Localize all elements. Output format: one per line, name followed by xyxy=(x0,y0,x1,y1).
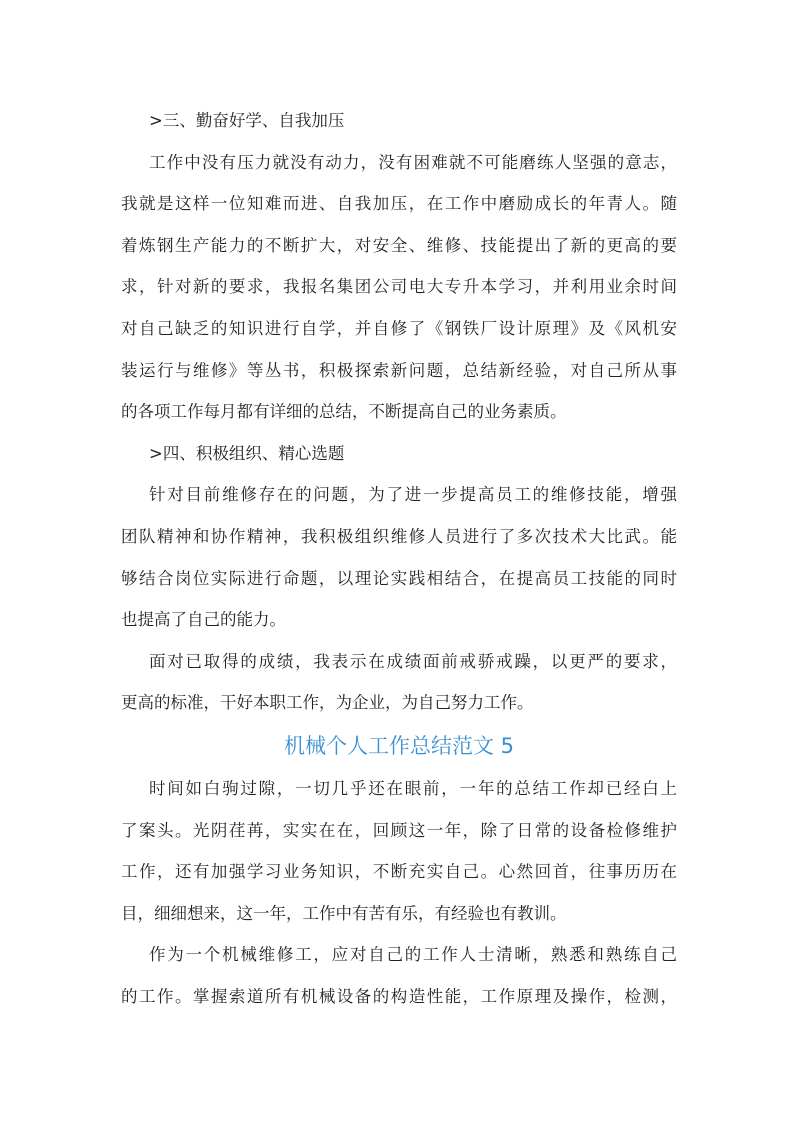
section-heading-3: >三、勤奋好学、自我加压 xyxy=(149,111,345,130)
text-line: 时间如白驹过隙，一切几乎还在眼前，一年的总结工作却已经白上 xyxy=(149,778,677,798)
text-line: 更高的标准，干好本职工作，为企业，为自己努力工作。 xyxy=(121,693,534,713)
text-line: 针对目前维修存在的问题，为了进一步提高员工的维修技能，增强 xyxy=(149,485,677,505)
document-page xyxy=(121,100,677,1017)
text-line: 团队精神和协作精神，我积极组织维修人员进行了多次技术大比武。能 xyxy=(121,526,677,546)
text-line: 的工作。掌握索道所有机械设备的构造性能，工作原理及操作，检测， xyxy=(121,986,677,1006)
article-title: 机械个人工作总结范文 5 xyxy=(283,733,515,758)
text-line: 够结合岗位实际进行命题，以理论实践相结合，在提高员工技能的同时 xyxy=(121,568,677,588)
text-line: 目，细细想来，这一年，工作中有苦有乐，有经验也有教训。 xyxy=(121,903,567,923)
text-line: 工作中没有压力就没有动力，没有困难就不可能磨练人坚强的意志， xyxy=(149,152,677,172)
paragraph xyxy=(121,474,677,640)
text-line: 的各项工作每月都有详细的总结，不断提高自己的业务素质。 xyxy=(121,402,567,422)
paragraph xyxy=(121,641,677,724)
text-line: 了案头。光阴荏苒，实实在在，回顾这一年，除了日常的设备检修维护 xyxy=(121,820,677,840)
text-line: 装运行与维修》等丛书，积极探索新问题，总结新经验，对自己所从事 xyxy=(121,360,677,380)
text-line: 对自己缺乏的知识进行自学，并自修了《钢铁厂设计原理》及《风机安 xyxy=(121,318,677,338)
text-line: 求，针对新的要求，我报名集团公司电大专升本学习，并利用业余时间 xyxy=(121,277,677,297)
paragraph xyxy=(121,142,677,433)
text-line: 着炼钢生产能力的不断扩大，对安全、维修、技能提出了新的更高的要 xyxy=(121,235,677,255)
paragraph xyxy=(121,934,677,1017)
text-line: 面对已取得的成绩，我表示在成绩面前戒骄戒躁，以更严的要求， xyxy=(149,651,677,671)
text-line: 也提高了自己的能力。 xyxy=(121,610,286,630)
text-line: 作为一个机械维修工，应对自己的工作人士清晰，熟悉和熟练自己 xyxy=(149,945,677,965)
paragraph xyxy=(121,768,677,934)
section-heading-4: >四、积极组织、精心选题 xyxy=(149,443,345,463)
text-line: 工作，还有加强学习业务知识，不断充实自己。心然回首，往事历历在 xyxy=(121,862,677,882)
text-line: 我就是这样一位知难而进、自我加压，在工作中磨励成长的年青人。随 xyxy=(121,194,677,214)
